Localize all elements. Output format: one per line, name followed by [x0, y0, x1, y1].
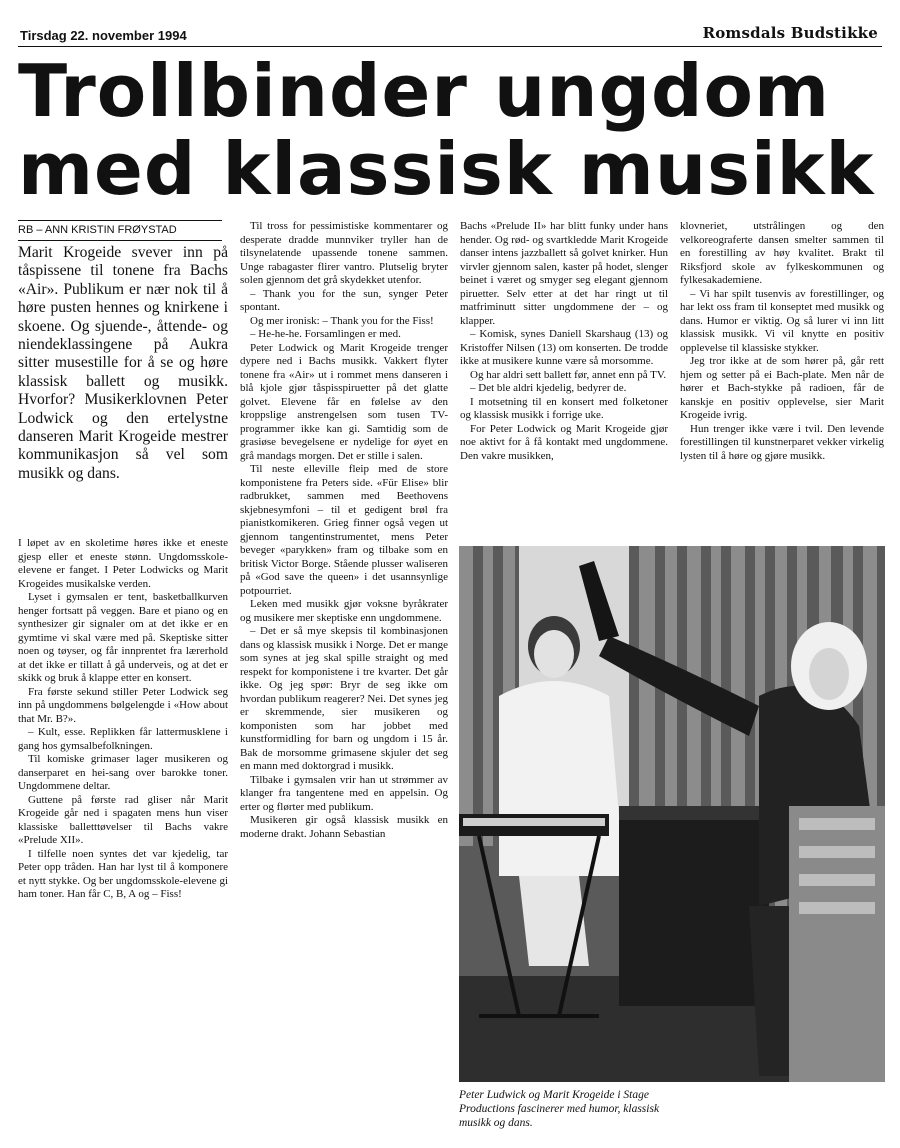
paragraph: Musikeren gir også klassisk musikk en moderne drakt. Johann Sebastian — [240, 814, 448, 840]
header-rule — [18, 46, 882, 47]
lead-paragraph: Marit Krogeide svever inn på tåspissene til tonene fra Bachs «Air». Publikum er nær nok til å høre pusten hennes og knirkene i skoene. Og sjuende-, åttende- og niendeklassingene på Aukra sitter musestille for å se og høre klassisk ballett og musikk. Hvorfor? Musikerklovnen Peter Lodwick og den ertelystne danseren Marit Krogeide mestrer kommunikasjon så vel som musikk og dans. — [18, 244, 228, 482]
paragraph: Leken med musikk gjør voksne byråkrater og musikere mer skeptiske enn ungdommene. — [240, 598, 448, 624]
issue-date: Tirsdag 22. november 1994 — [20, 28, 187, 43]
paragraph: – Kult, esse. Replikken får lattermusklene i gang hos gymsalbefolkningen. — [18, 726, 228, 752]
paragraph: Til komiske grimaser lager musikeren og danserparet en hei-sang over barokke toner. Ungdommene deltar. — [18, 753, 228, 792]
paragraph: Og mer ironisk: – Thank you for the Fiss! — [250, 314, 434, 327]
article-photo — [459, 546, 885, 1082]
column-4 — [680, 220, 884, 463]
paragraph: klovneriet, utstrålingen og den velkoreograferte dansen smelter sammen til en forestilling av høy kvalitet. Brakt til Riksfjord skole av fylkeskommunen og fylkesakademiene. — [680, 220, 884, 286]
paragraph: Tilbake i gymsalen vrir han ut strømmer av klanger fra tangentene med en appelsin. Og erter og flørter med publikum. — [240, 773, 448, 813]
paragraph: Fra første sekund stiller Peter Lodwick seg inn på ungdommens bølgelengde i «How about that Mr. B?». — [18, 685, 228, 725]
paragraph: Bachs «Prelude II» har blitt funky under hans hender. Og rød- og svartkledde Marit Krogeide danser intens jazzballett så golvet knirker. Hun virvler gjennom salen, kaster på hodet, slenger beinet i været og smyger seg elegant gjennom piruetter. Selv etter at det har ringt ut til matfriminutt sitter ungdommene der – og klapper. — [460, 220, 668, 327]
headline-line-2: med klassisk musikk — [18, 127, 875, 211]
byline-rule-top — [18, 220, 222, 221]
paragraph: Peter Lodwick og Marit Krogeide trenger dypere ned i Bachs musikk. Vakkert flyter tonene fra «Air» ut i rommet mens danseren i blå kjole gjør tåspisspiruetter på det glatte golvet. Elevene får en følelse av den kroppslige anstrengelsen som tusen TV-programmer ikke kan gi. Samtidig som de grasiøse bevegelsene er nydelige for øyet en grå mandags morgen. Det er stille i salen. — [240, 341, 448, 462]
paragraph: – Det er så mye skepsis til kombinasjonen dans og klassisk musikk i Norge. Det er mange som synes at jeg skal spille straight og med respekt for komponistene i tre kvarter. Det går ikke. Og jeg spør: Bryr de seg ikke om hvordan publikum reagerer? Nei. Det synes jeg er skremmende, sier musikeren og komponisten som har jobbet med kunstformidling for barn og ungdom i 15 år. Bak de morsomme grimasene skjuler det seg en mann med doktorgrad i musikk. — [240, 625, 449, 772]
paragraph: – Komisk, synes Daniell Skarshaug (13) og Kristoffer Nilsen (13) om konserten. De trodde ikke at musikere kunne være så morsomme. — [460, 328, 668, 367]
paragraph: Til neste elleville fleip med de store komponistene fra Peters side. «Für Elise» blir radbrukket, sammen med Beethovens skjebnesymfoni – til et gedigent brøl fra pianistkomikeren. Grieg finner også vegen ut gjennom tangentinstrumentet, mens Peter beveger «parykken» fram og tilbake som en britisk Victor Borge. Stående plusser waliseren på «God save the queen» i det usannsynlige potpourriet. — [240, 463, 448, 597]
paragraph: I motsetning til en konsert med folketoner og klassisk musikk i forrige uke. — [460, 395, 668, 421]
paragraph: Og har aldri sett ballett før, annet enn på TV. — [470, 368, 667, 381]
paragraph: – Thank you for the sun, synger Peter spontant. — [240, 287, 448, 313]
photo-illustration — [459, 546, 885, 1082]
paragraph: I løpet av en skoletime høres ikke et eneste gjesp eller et eneste stønn. Ungdomsskole-elevene er fanget. I Peter Lodwicks og Marit Krogeides musikalske verden. — [18, 537, 228, 590]
newspaper-masthead: Romsdals Budstikke — [702, 24, 878, 42]
byline-rule-bottom — [18, 240, 222, 241]
paragraph: – Vi har spilt tusenvis av forestillinger, og har lekt oss fram til konseptet med musikk og dans. Humor er viktig. Og så lurer vi inn litt klassisk musikk. Vi vil knytte en positiv opplevelse til klassiske stykker. — [680, 287, 884, 354]
paragraph: Til tross for pessimistiske kommentarer og desperate dradde munnviker tryller han de tilsynelatende upassende tonene sammen. Unge rabagaster flirer vantro. Plutselig bryter solen gjennom det grå skydekket utenfor. — [240, 220, 448, 286]
paragraph: – Det ble aldri kjedelig, bedyrer de. — [470, 382, 627, 394]
paragraph: For Peter Lodwick og Marit Krogeide gjør noe aktivt for å få kontakt med ungdommene. Den vakre musikken, — [460, 422, 668, 462]
column-2 — [240, 220, 448, 841]
paragraph: Jeg tror ikke at de som hører på, går rett hjem og setter på ei Bach-plate. Men når de hører et Bach-stykke på radioen, får de kanskje en positiv opplevelse, sier Marit Krogeide ivrig. — [680, 355, 884, 421]
paragraph: Hun trenger ikke være i tvil. Den levende forestillingen til kunstnerparet vekker virkelig lysten til å høre og gjøre musikk. — [680, 422, 884, 462]
headline — [18, 49, 882, 211]
column-1 — [18, 537, 228, 902]
photo-caption — [459, 1088, 885, 1130]
paragraph: Guttene på første rad gliser når Marit Krogeide går ned i spagaten mens hun viser klassiske balletttøvelser til Bachs vakre «Prelude XII». — [18, 793, 228, 846]
headline-line-1: Trollbinder ungdom — [18, 49, 831, 133]
photo-caption-text: Peter Ludwick og Marit Krogeide i Stage Productions fascinerer med humor, klassisk musikk og dans. — [459, 1089, 660, 1129]
paragraph: – He-he-he. Forsamlingen er med. — [250, 328, 401, 340]
column-3 — [460, 220, 668, 463]
paragraph: Lyset i gymsalen er tent, basketballkurven henger fortsatt på veggen. Bare et piano og en synthesizer gir signaler om at det ikke er en gymtime vi skal være med på. Skeptiske sitter noen og tøyser, og får innprentet fra lærerhold at det ikke er tillatt å gå underveis, og at det er skikk og bruk å klappe etter en konsert. — [18, 591, 228, 684]
byline: RB – ANN KRISTIN FRØYSTAD — [18, 224, 177, 236]
paragraph: I tilfelle noen syntes det var kjedelig, tar Peter opp tråden. Han har lyst til å komponere et nytt stykke. Og ber ungdomsskole-elevene gi ham toner. Han får C, B, A og – Fiss! — [18, 847, 228, 900]
